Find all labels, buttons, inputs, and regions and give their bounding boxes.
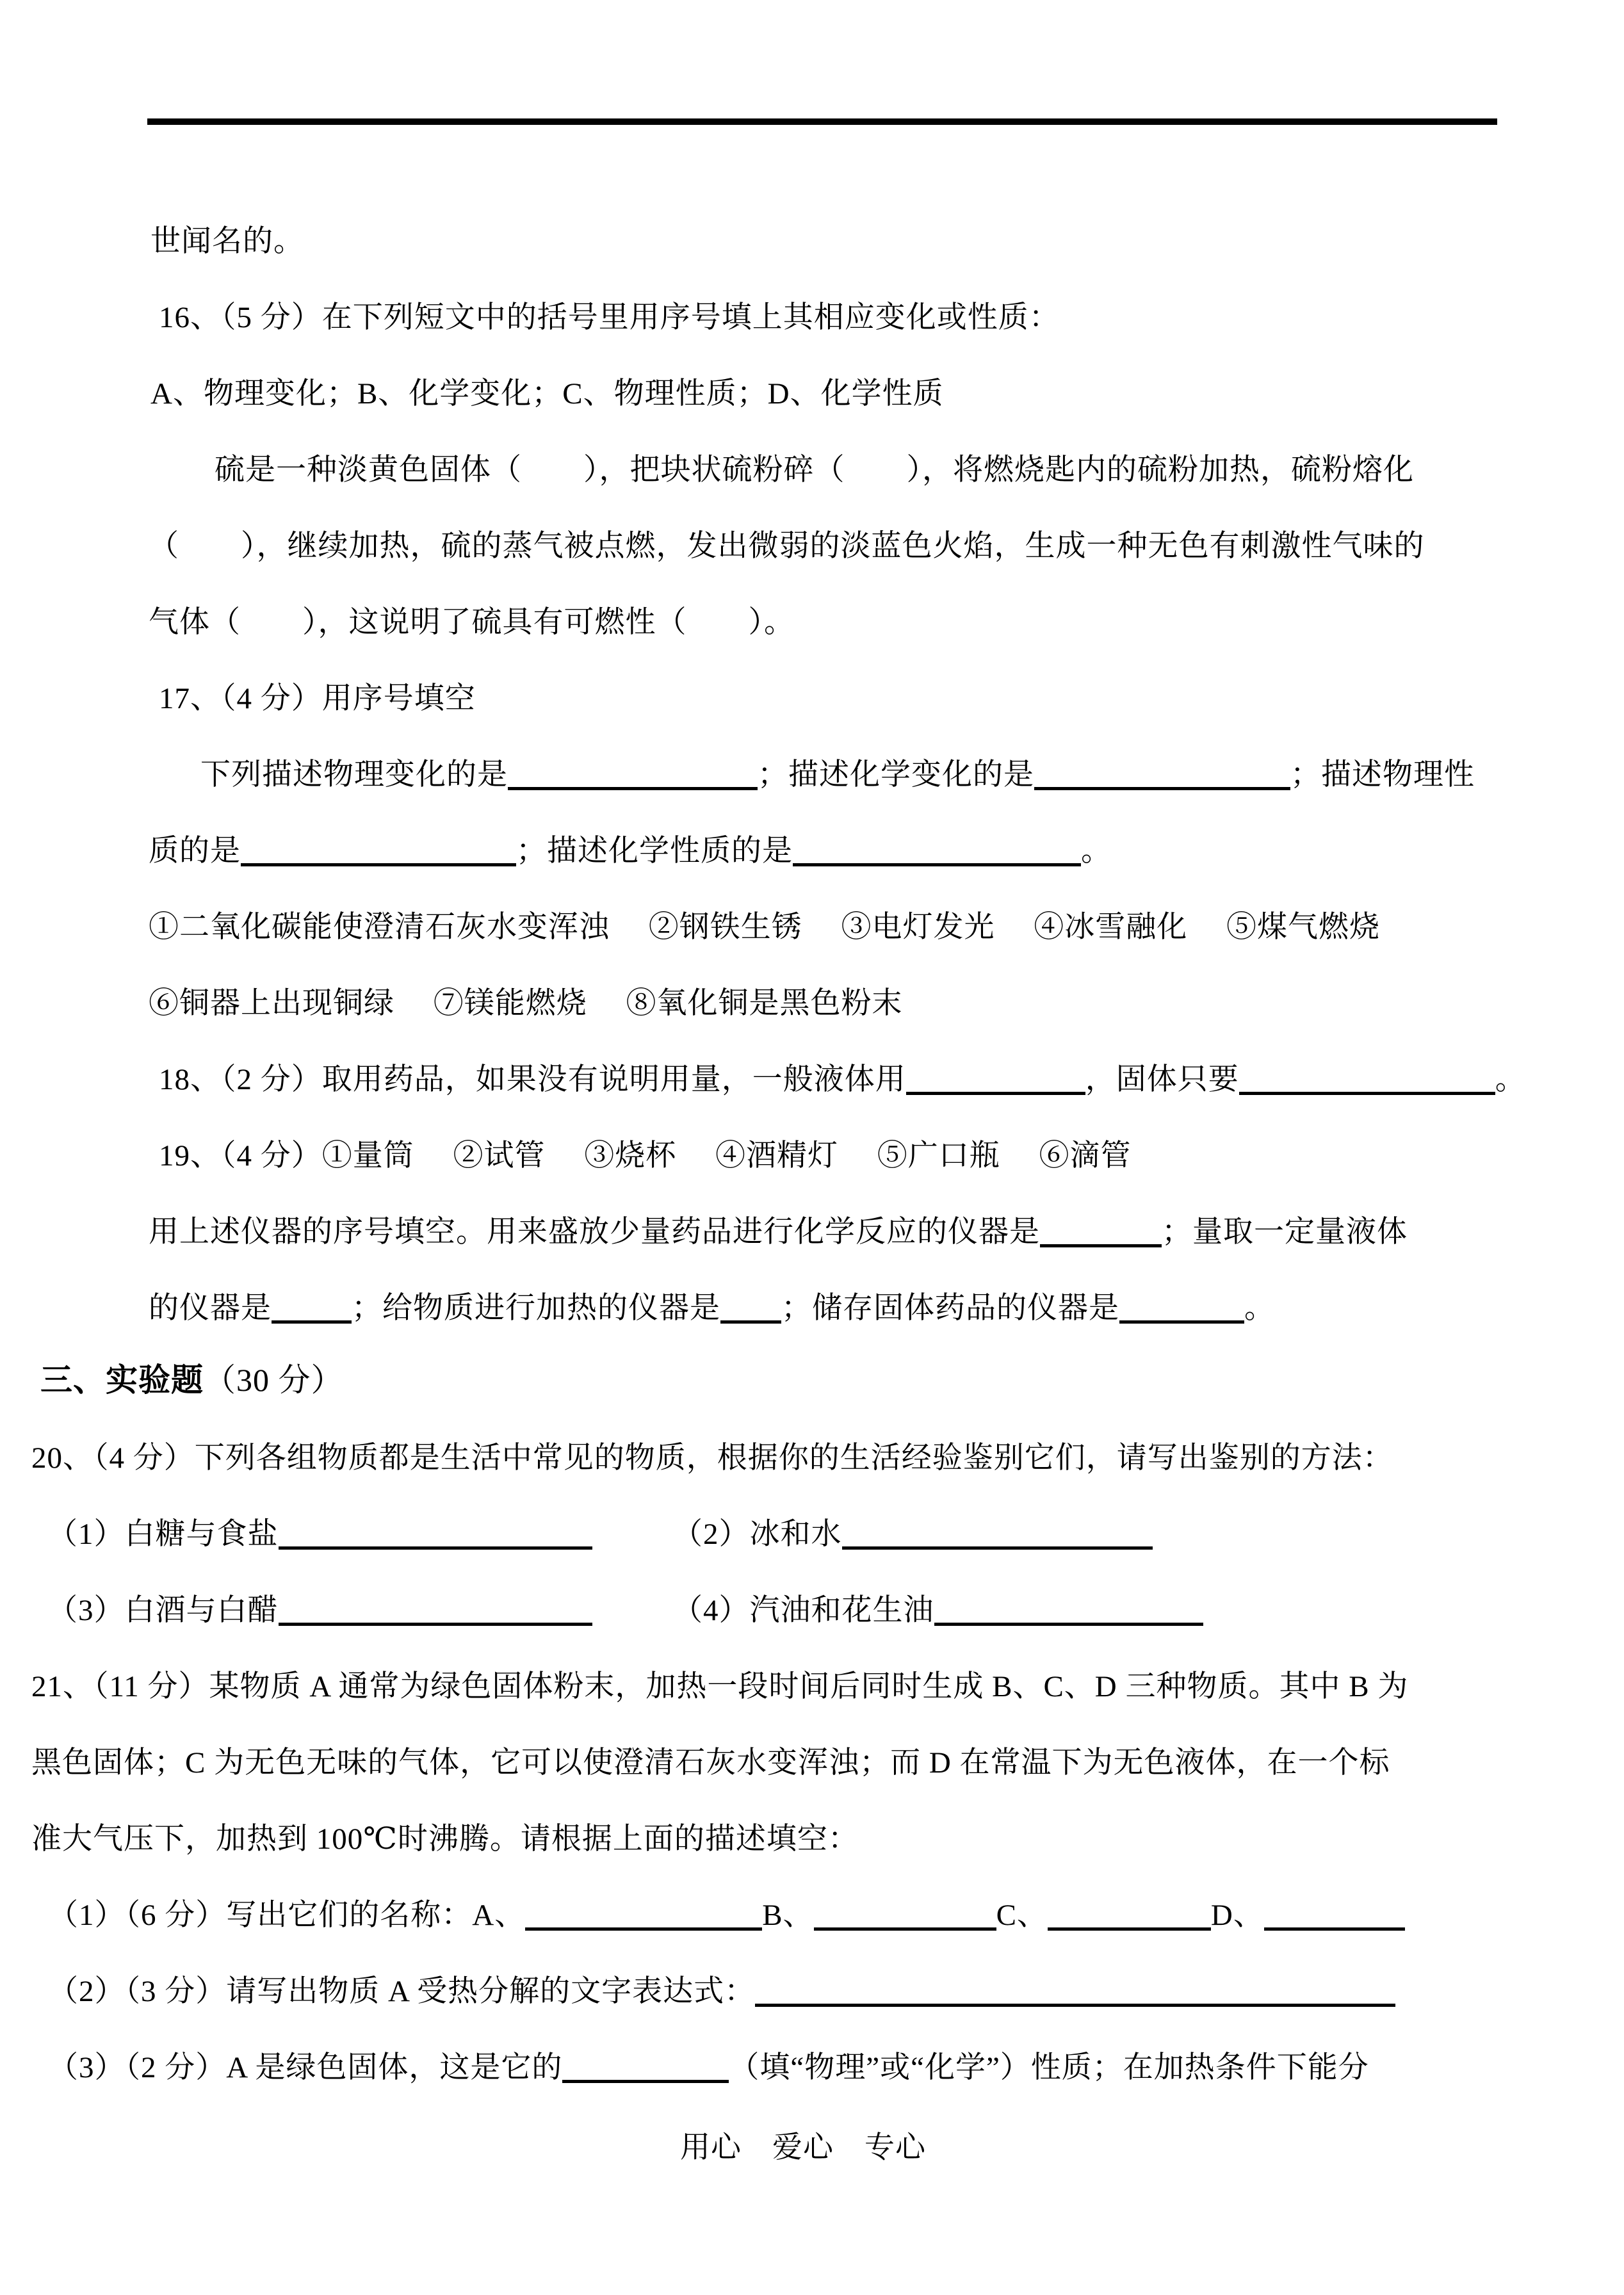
- text-segment: （ ），继续加热，硫的蒸气被点燃，发出微弱的淡蓝色火焰，生成一种无色有刺激性气味的: [149, 530, 1425, 563]
- blank-underline: [793, 856, 1081, 866]
- blank-underline: [562, 2072, 729, 2083]
- q20-header: [31, 1443, 1393, 1473]
- blank-underline: [1119, 1313, 1244, 1324]
- text-segment: A、物理变化；B、化学变化；C、物理性质；D、化学性质: [150, 377, 944, 410]
- blank-underline: [525, 1920, 762, 1931]
- q16-passage-2: [149, 531, 1425, 562]
- q17-fill-2: [149, 836, 1112, 866]
- text-segment: （2）（3 分）请写出物质 A 受热分解的文字表达式：: [48, 1975, 756, 2008]
- q16-passage-3: [149, 608, 795, 638]
- text-segment: 。: [1495, 1063, 1526, 1096]
- text-segment: B、: [762, 1899, 814, 1932]
- blank-underline: [1040, 1237, 1162, 1247]
- text-segment: 18、（2 分）取用药品，如果没有说明用量，一般液体用: [159, 1063, 906, 1096]
- q17-items-2: [149, 989, 903, 1019]
- text-segment: 19、（4 分）①量筒 ②试管 ③烧杯 ④酒精灯 ⑤广口瓶 ⑥滴管: [159, 1139, 1132, 1172]
- blank-underline: [934, 1615, 1203, 1626]
- footer-text: 用心 爱心 专心: [680, 2131, 926, 2164]
- blank-underline: [1048, 1920, 1211, 1931]
- text-segment: （1）白糖与食盐: [47, 1518, 279, 1551]
- blank-underline: [272, 1313, 352, 1324]
- q21-sub-1: [48, 1901, 1405, 1931]
- text-segment: 黑色固体；C 为无色无味的气体，它可以使澄清石灰水变浑浊；而 D 在常温下为无色液体，在一个标: [31, 1746, 1390, 1780]
- q18-line: [159, 1065, 1526, 1095]
- text-segment: D、: [1210, 1899, 1264, 1932]
- q17-fill-1: [200, 760, 1475, 790]
- text-segment: ；给物质进行加热的仪器是: [352, 1292, 720, 1325]
- q16-passage-1: [215, 455, 1414, 485]
- text-segment: ，固体只要: [1085, 1063, 1239, 1096]
- second-column: [672, 1596, 1203, 1626]
- text-segment: ①二氧化碳能使澄清石灰水变浑浊 ②钢铁生锈 ③电灯发光 ④冰雪融化 ⑤煤气燃烧: [149, 911, 1380, 944]
- text-segment: 。: [1244, 1292, 1275, 1325]
- text-segment: 的仪器是: [149, 1292, 272, 1325]
- blank-underline: [241, 856, 516, 866]
- blank-underline: [279, 1615, 592, 1626]
- text-segment: 准大气压下，加热到 100℃时沸腾。请根据上面的描述填空：: [31, 1822, 859, 1856]
- text-segment: ⑥铜器上出现铜绿 ⑦镁能燃烧 ⑧氧化铜是黑色粉末: [149, 987, 903, 1020]
- q21-sub-3: [48, 2053, 1369, 2083]
- text-segment: （3）白酒与白醋: [47, 1594, 279, 1627]
- blank-underline: [508, 779, 758, 790]
- closing-line: [150, 227, 304, 257]
- text-segment: C、: [996, 1899, 1048, 1932]
- text-segment: （3）（2 分）A 是绿色固体，这是它的: [48, 2051, 563, 2084]
- text-segment: （填“物理”或“化学”）性质；在加热条件下能分: [729, 2051, 1369, 2084]
- text-segment: 世闻名的。: [150, 225, 304, 258]
- text-segment: 20、（4 分）下列各组物质都是生活中常见的物质，根据你的生活经验鉴别它们，请写出鉴别的方法：: [31, 1441, 1393, 1475]
- text-segment: ；描述物理性: [1290, 758, 1475, 791]
- text-segment: 21、（11 分）某物质 A 通常为绿色固体粉末，加热一段时间后同时生成 B、C、D 三种物质。其中 B 为: [31, 1670, 1409, 1703]
- text-segment: 气体（ ），这说明了硫具有可燃性（ ）。: [149, 606, 795, 639]
- section-3-header: [40, 1364, 344, 1396]
- text-segment: ；描述化学性质的是: [516, 834, 793, 868]
- text-segment: ；量取一定量液体: [1162, 1215, 1408, 1249]
- q17-items-1: [149, 912, 1380, 943]
- second-column: [672, 1520, 1153, 1550]
- q21-sub-2: [48, 1977, 1395, 2007]
- q19-fill-1: [149, 1217, 1408, 1247]
- header-rule: [147, 118, 1497, 125]
- q21-intro-2: [31, 1748, 1390, 1778]
- q21-intro-3: [31, 1824, 859, 1854]
- text-segment: （4）汽油和花生油: [672, 1594, 934, 1627]
- q20-row-1: [47, 1518, 842, 1551]
- text-segment: 质的是: [149, 834, 241, 868]
- text-segment: 。: [1081, 834, 1112, 868]
- text-segment: （2）冰和水: [672, 1518, 842, 1551]
- section-3-title: 三、实验题: [40, 1362, 204, 1398]
- text-segment: 下列描述物理变化的是: [200, 758, 508, 791]
- text-segment: ；储存固体药品的仪器是: [781, 1292, 1119, 1325]
- blank-underline: [755, 1996, 1395, 2007]
- blank-underline: [279, 1539, 592, 1550]
- q16-options: [150, 379, 944, 409]
- blank-underline: [1034, 779, 1290, 790]
- blank-underline: [814, 1920, 996, 1931]
- blank-underline: [1264, 1920, 1405, 1931]
- blank-underline: [842, 1539, 1153, 1550]
- text-segment: 用上述仪器的序号填空。用来盛放少量药品进行化学反应的仪器是: [149, 1215, 1040, 1249]
- blank-underline: [906, 1084, 1085, 1095]
- text-segment: 17、（4 分）用序号填空: [159, 682, 476, 715]
- section-3-points: （30 分）: [204, 1362, 344, 1398]
- q17-header: [159, 684, 476, 714]
- q20-row-2: [47, 1594, 934, 1627]
- page-footer: [680, 2133, 926, 2163]
- q19-fill-2: [149, 1293, 1275, 1324]
- blank-underline: [720, 1313, 781, 1324]
- text-segment: （1）（6 分）写出它们的名称：A、: [48, 1899, 526, 1932]
- text-segment: 16、（5 分）在下列短文中的括号里用序号填上其相应变化或性质：: [159, 301, 1060, 334]
- text-segment: ；描述化学变化的是: [758, 758, 1034, 791]
- q19-header: [159, 1141, 1132, 1171]
- text-segment: 硫是一种淡黄色固体（ ），把块状硫粉碎（ ），将燃烧匙内的硫粉加热，硫粉熔化: [215, 453, 1414, 487]
- q16-header: [159, 303, 1060, 333]
- blank-underline: [1239, 1084, 1495, 1095]
- q21-intro-1: [31, 1672, 1408, 1702]
